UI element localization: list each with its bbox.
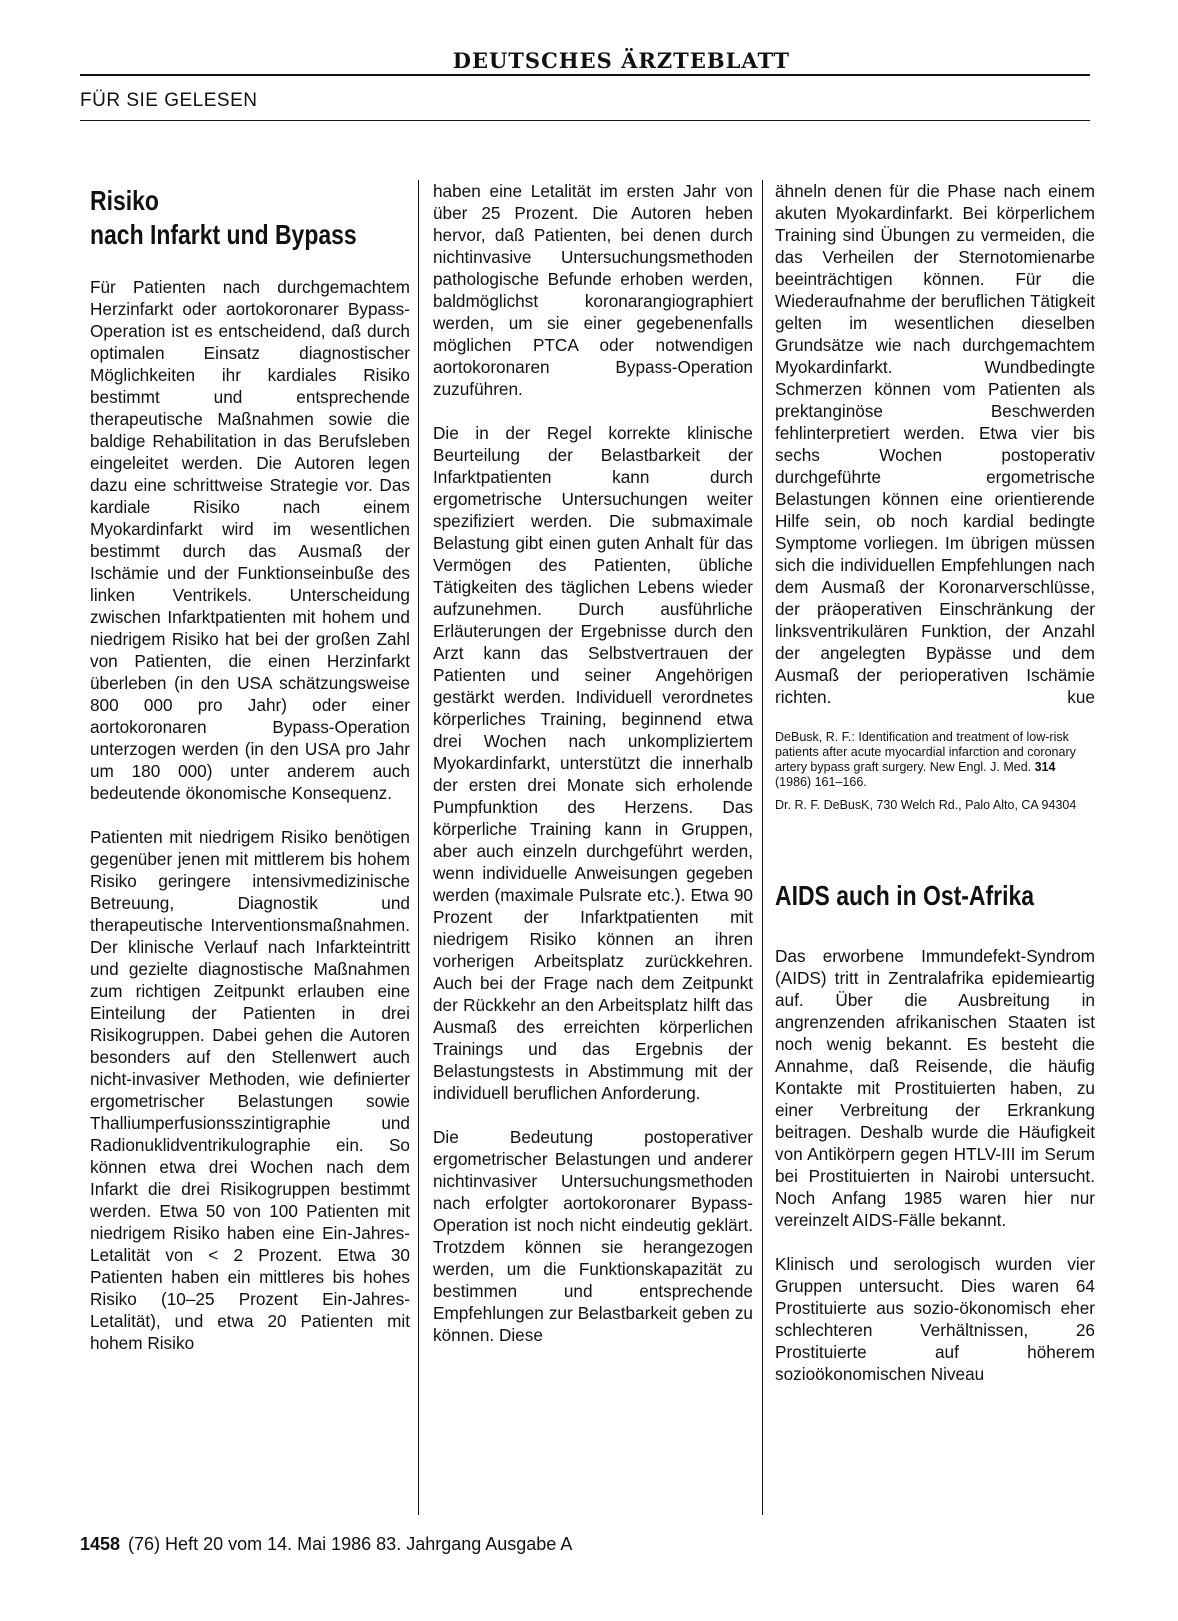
journal-title: DEUTSCHES ÄRZTEBLATT bbox=[452, 48, 790, 73]
article2-paragraph-2: Klinisch und serologisch wurden vier Gruppen untersucht. Dies waren 64 Prostituierte aus sozio-ökonomisch eher schlechteren Verhältnissen, 26 Prostituierte auf höherem sozioökonomischen Niveau bbox=[775, 1254, 1095, 1384]
article1-paragraph-2: Patienten mit niedrigem Risiko benötigen gegenüber jenen mit mittlerem bis hohem Risiko geringere intensivmedizinische Betreuung, Diagnostik und therapeutische Interventionsmaßnahmen. Der klinische Verlauf nach Infarkteintritt und gezielte diagnostische Maßnahmen zum richtigen Zeitpunkt erlauben eine Einteilung der Patienten in drei Risikogruppen. Dabei gehen die Autoren besonders auf den Stellenwert auch nicht-invasiver Methoden, wie definierter ergometrischer Belastungen sowie Thalliumperfusionsszintigraphie und Radionuklidventrikulographie ein. So können etwa drei Wochen nach dem Infarkt die drei Risikogruppen bestimmt werden. Etwa 50 von 100 Patienten mit niedrigem Risiko haben eine Ein-Jahres-Letalität von < 2 Prozent. Etwa 30 Patienten haben ein mittleres bis hohes Risiko (10–25 Prozent Ein-Jahres-Letalität), und etwa 20 Patienten mit hohem Risiko bbox=[90, 827, 410, 1353]
column-2 bbox=[433, 180, 753, 1368]
reference-citation bbox=[775, 730, 1095, 790]
article-spacer bbox=[775, 821, 1095, 879]
column-divider-2 bbox=[762, 180, 763, 1515]
article1-paragraph-6-text: ähneln denen für die Phase nach einem akuten Myokardinfarkt. Bei körperlichem Training sind Übungen zu vermeiden, die das Verheilen der Sternotomienarbe beeinträchtigen können. Für die Wiederaufnahme der beruflichen Tätigkeit gelten im wesentlichen dieselben Grundsätze wie nach durchgemachtem Myokardinfarkt. Wundbedingte Schmerzen können vom Patienten als prektanginöse Beschwerden fehlinterpretiert werden. Etwa vier bis sechs Wochen postoperativ durchgeführte ergometrische Belastungen können eine orientierende Hilfe sein, ob noch kardial bedingte Symptome vorliegen. Im übrigen müssen sich die individuellen Empfehlungen nach dem Ausmaß der Koronarverschlüsse, der präoperativen Einschränkung der linksventrikulären Funktion, der Anzahl der angelegten Bypässe und dem Ausmaß der perioperativen Ischämie richten. bbox=[775, 181, 1095, 707]
reference-pages: (1986) 161–166. bbox=[775, 775, 867, 789]
masthead bbox=[80, 48, 1090, 76]
page-number: 1458 bbox=[80, 1534, 121, 1554]
article2-headline: AIDS auch in Ost-Afrika bbox=[775, 880, 1034, 911]
reference-volume: 314 bbox=[1034, 760, 1056, 774]
article1-paragraph-1: Für Patienten nach durchgemachtem Herzinfarkt oder aortokoronarer Bypass-Operation ist es entscheidend, daß durch optimalen Einsatz diagnostischer Möglichkeiten ihr kardiales Risiko bestimmt und entsprechende therapeutische Maßnahmen sowie die baldige Rehabilitation in das Berufsleben eingeleitet werden. Die Autoren legen dazu eine schrittweise Strategie vor. Das kardiale Risiko nach einem Myokardinfarkt wird im wesentlichen bestimmt durch das Ausmaß der Ischämie und der Funktionseinbuße des linken Ventrikels. Unterscheidung zwischen Infarktpatienten mit hohem und niedrigem Risiko hat bei der großen Zahl von Patienten, die einen Herzinfarkt überleben (in den USA schätzungsweise 800 000 pro Jahr) oder einer aortokoronaren Bypass-Operation unterzogen werden (in den USA pro Jahr um 180 000) unter anderem auch bedeutende ökonomische Konsequenz. bbox=[90, 277, 410, 803]
page-footer bbox=[80, 1534, 572, 1555]
header-rule bbox=[80, 120, 1090, 121]
article1-headline bbox=[90, 184, 357, 252]
article1-headline-line1: Risiko bbox=[90, 185, 159, 216]
column-3 bbox=[775, 180, 1095, 1407]
article1-paragraph-3: haben eine Letalität im ersten Jahr von über 25 Prozent. Die Autoren heben hervor, daß Patienten, bei denen durch nichtinvasive Untersuchungsmethoden pathologische Befunde erhoben werden, baldmöglichst koronarangiographiert werden, um sie einer gegebenenfalls möglichen PTCA oder notwendigen aortokoronaren Bypass-Operation zuzuführen. bbox=[433, 181, 753, 399]
issue-info: (76) Heft 20 vom 14. Mai 1986 83. Jahrgang Ausgabe A bbox=[128, 1534, 573, 1554]
reference-address: Dr. R. F. DeBusK, 730 Welch Rd., Palo Alto, CA 94304 bbox=[775, 798, 1077, 812]
reference-text: DeBusk, R. F.: Identification and treatment of low-risk patients after acute myocardial infarction and coronary artery bypass graft surgery. New Engl. J. Med. bbox=[775, 730, 1076, 774]
column-1 bbox=[90, 180, 410, 1376]
article1-headline-line2: nach Infarkt und Bypass bbox=[90, 219, 357, 250]
article1-paragraph-4: Die in der Regel korrekte klinische Beurteilung der Belastbarkeit der Infarktpatienten kann durch ergometrische Untersuchungen weiter spezifiziert werden. Die submaximale Belastung gibt einen guten Anhalt für das Vermögen des Patienten, übliche Tätigkeiten des täglichen Lebens wieder aufzunehmen. Durch ausführliche Erläuterungen der Ergebnisse durch den Arzt kann das Selbstvertrauen der Patienten und seiner Angehörigen gestärkt werden. Individuell verordnetes körperliches Training, beginnend etwa drei Wochen nach unkompliziertem Myokardinfarkt, unterstützt die innerhalb der ersten drei Monate sich erholende Pumpfunktion des Herzens. Das körperliche Training kann in Gruppen, aber auch einzeln durchgeführt werden, wenn individuelle Anweisungen gegeben werden (maximale Pulsrate etc.). Etwa 90 Prozent der Infarktpatienten mit niedrigem Risiko können an ihren vorherigen Arbeitsplatz zurückkehren. Auch bei der Frage nach dem Zeitpunkt der Rückkehr an den Arbeitsplatz hilft das Ausmaß des erreichten körperlichen Trainings und das Ergebnis der Belastungstests in Abstimmung mit der individuell beruflichen Anforderung. bbox=[433, 423, 753, 1103]
column-divider-1 bbox=[418, 180, 419, 1515]
article1-paragraph-6 bbox=[775, 180, 1095, 708]
article2-paragraph-1: Das erworbene Immundefekt-Syndrom (AIDS) tritt in Zentralafrika epidemieartig auf. Über die Ausbreitung in angrenzenden afrikanischen Staaten ist noch wenig bekannt. Es besteht die Annahme, daß Reisende, die häufig Kontakte mit Prostituierten haben, zu einer Verbreitung der Erkrankung beitragen. Deshalb wurde die Häufigkeit von Antikörpern gegen HTLV-III im Serum bei Prostituierten in Nairobi untersucht. Noch Anfang 1985 waren hier nur vereinzelt AIDS-Fälle bekannt. bbox=[775, 946, 1095, 1230]
article1-paragraph-5: Die Bedeutung postoperativer ergometrischer Belastungen und anderer nichtinvasiver Untersuchungsmethoden nach erfolgter aortokoronarer Bypass-Operation ist noch nicht eindeutig geklärt. Trotzdem können sie herangezogen werden, um die Funktionskapazität zu bestimmen und entsprechende Empfehlungen zur Belastbarkeit geben zu können. Diese bbox=[433, 1127, 753, 1345]
author-initials: kue bbox=[1067, 687, 1095, 707]
section-label: FÜR SIE GELESEN bbox=[80, 90, 258, 111]
